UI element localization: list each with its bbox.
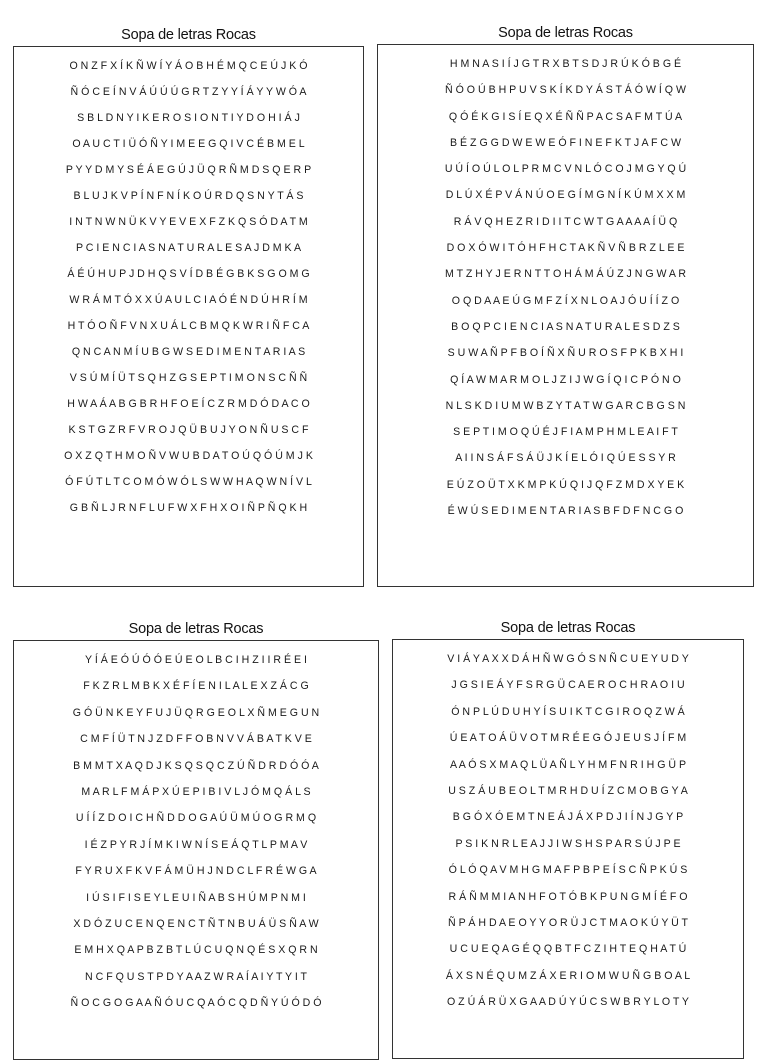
puzzle-title: Sopa de letras Rocas [128,621,264,637]
grid-row: I N T N W N Ü K V Y E V E X F Z K Q S Ó D A T M [69,216,308,228]
letter-grid [13,640,379,1060]
grid-row: U S Z Á U B E O L T M R H D U Í Z C M O B G Y A [448,784,688,797]
grid-row: W R Á M T Ó X X Ú A U L C I A Ó É N D Ú H R Í M [69,294,308,306]
grid-row: Ó N P L Ú D U H Y Í S U I K T C G I R O Q Z W Á [451,705,685,718]
grid-row: G Ó Ü N K E Y F U J Ü Q R G E O L X Ñ M E G U N [72,706,320,719]
puzzle-title: Sopa de letras Rocas [121,27,256,43]
grid-row: C M F Í Ü T N J Z D F F O B N V V Á B A T K V E [80,733,312,746]
grid-row: Ñ P Á H D A E O Y Y O R Ü J C T M A O K Ú Y Ü T [447,916,689,929]
grid-row: B O Q P C I E N C I A S N A T U R A L E S D Z S [451,320,680,333]
grid-row: E M H X Q A P B Z B T L Ú C U Q N Q É S X Q R N [74,944,318,957]
grid-row: H M N A S I Í J G T R X B T S D J R Ú K Ó B G É [449,58,682,70]
grid-row: I É Z P Y R J Í M K I W N Í S E Á Q T L P M A V [84,838,308,851]
grid-row: H T Ó O Ñ F V N X U Á L C B M Q K W R I Ñ F C A [67,320,310,332]
grid-row: O A U C T I Ü Ó Ñ Y I M E E G Q I V C É B M E L [72,138,305,150]
grid-row: F K Z R L M B K X É F Í E N I L A L E X Z Á C G [83,680,309,693]
word-search-puzzle-1 [13,24,364,587]
grid-row: Á É Ú H U P J D H Q S V Í D B É G B K S G O M G [67,268,310,280]
grid-row: V I Á Y A X X D Á H Ñ W G Ó S N Ñ C U E Y U D Y [447,653,689,665]
letter-grid [377,44,754,587]
word-search-puzzle-4 [392,617,744,1059]
grid-row: D L Ú X É P V Á N Ú O E G Í M G N Í K Ú M X X M [445,189,686,202]
grid-row: E Ú Z O Ü T X K M P K Ú Q I J Q F Z M D X Y E K [446,478,685,491]
grid-row: O X Z Q T H M O Ñ V W U B D A T O Ú Q Ó Ú M J K [64,450,313,462]
grid-row: M A R L F M Á P X Ú E P I B I V L J Ó M Q Á L S [81,785,311,798]
grid-row: O Q D A A E Ú G M F Z Í X N L O A J Ó U Í Í Z O [451,294,680,307]
grid-row: B É Z G G D W E W E Ó F I N E F K T J A F C W [450,136,681,149]
grid-row: A A Ó S X M A Q L Ü A Ñ L Y H M F N R I H G Ü P [449,758,687,771]
grid-row: B M M T X A Q D J K S Q S Q C Z Ú Ñ D R D Ó Ó A [73,759,319,772]
grid-row: Ó F Ú T L T C O M Ó W Ó L S W W H A Q W N Í V L [65,476,312,488]
grid-row: V S Ú M Í Ü T S Q H Z G S E P T I M O N S C Ñ Ñ [69,372,308,384]
grid-row: Ñ Ó C E Í N V Á Ú Ú Ú G R T Z Y Y Í Á Y Y W Ó A [70,86,307,98]
grid-row: P S I K N R L E A J J I W S H S P A R S Ú J P E [455,837,681,850]
puzzle-title: Sopa de letras Rocas [498,25,633,41]
grid-row: A I I N S Á F S Á Ü J K Í E L Ó I Q Ú E S S Y R [455,452,676,465]
grid-row: H W A Á A B G B R H F O E Í C Z R M D Ó D A C O [67,398,310,410]
grid-row: G B Ñ L J R N F L U F W X F H X O I Ñ P Ñ Q K H [69,502,308,514]
letter-grid [13,46,364,587]
grid-row: P Y Y D M Y S É Á E G Ú J Ü Q R Ñ M D S Q E R P [65,164,312,176]
grid-row: S E P T I M O Q Ú É J F I A M P H M L E A I F T [453,426,678,439]
grid-row: Q Ó É K G I S Í E Q X É Ñ Ñ P A C S A F M T Ú A [448,110,683,123]
grid-row: S B L D N Y I K E R O S I O N T I Y D O H I Á J [77,112,300,124]
grid-row: Ñ O C G O G A A Ñ Ó U C Q A Ó C Q D Ñ Y Ú Ó D Ó [70,997,322,1010]
grid-row: Ó L Ó Q A V M H G M A F P B P E Í S C Ñ P K Ú S [448,864,688,877]
grid-row: Q N C A N M Í U B G W S E D I M E N T A R I A S [71,346,306,358]
grid-row: U Í Í Z D O I C H Ñ D D O G A Ú Ü M Ú O G R M Q [75,812,317,825]
grid-row: U Ú Í O Ú L O L P R M C V N L Ó C O J M G Y Q Ú [444,163,687,176]
grid-row: N L S K D I U M W B Z Y T A T W G A R C B G S N [445,399,686,412]
grid-row: S U W A Ñ P F B O Í Ñ X Ñ U R O S F P K B X H I [447,347,684,360]
grid-row: D O X Ó W I T Ó H F H C T A K Ñ V Ñ B R Z L E E [446,242,685,255]
word-search-puzzle-2 [377,22,754,587]
grid-row: Á X S N É Q U M Z Á X E R I O M W U Ñ G B O A L [445,969,691,982]
grid-row: Ñ Ó O Ú B H P U V S K Í K D Y Á S T Á Ó W Í Q W [445,84,686,97]
word-search-puzzle-3 [13,618,379,1060]
grid-row: B L U J K V P Í N F N Í K O Ú R D Q S N Y T Á S [73,190,304,202]
grid-row: Ú E A T O Á Ü V O T M R É E G Ó J E U S J Í F M [449,732,687,745]
grid-row: Q Í A W M A R M O L J Z I J W G Í Q I C P Ó N O [450,373,681,386]
grid-row: J G S I E Á Y F S R G Ü C A E R O C H R A O I U [451,679,685,692]
grid-row: M T Z H Y J E R N T T O H Á M Á Ú Z J N G W A R [445,268,686,281]
grid-row: É W Ú S E D I M E N T A R I A S B F D F N C G O [447,505,684,518]
grid-row: O Z Ú Á R Ü X G A A D Ú Y Ú C S W B R Y L O T Y [447,996,689,1009]
grid-row: Y Í Á E Ó Ú Ó Ó E Ú E O L B C I H Z I I R É E I [85,654,307,666]
grid-row: R Á Ñ M M I A N H F O T Ó B K P U N G M Í É F O [448,890,688,903]
grid-row: B G Ó X Ó E M T N E Á J Á X P D J I Í N J G Y P [452,811,684,824]
grid-row: O N Z F X Í K Ñ W Í Y Á O B H É M Q C E Ú J K Ó [69,60,308,72]
grid-row: N C F Q U S T P D Y A A Z W R A Í A I Y T Y I T [85,970,307,983]
grid-row: F Y R U X F K V F Á M Ü H J N D C L F R É W G A [75,865,317,878]
grid-row: U C U E Q A G É Q Q B T F C Z I H T E Q H A T Ú [449,943,687,956]
puzzle-title: Sopa de letras Rocas [500,620,636,636]
letter-grid [392,639,744,1059]
grid-row: X D Ó Z U C E N Q E N C T Ñ T N B U Á Ü S Ñ A W [73,917,319,930]
grid-row: P C I E N C I A S N A T U R A L E S A J D M K A [75,242,302,254]
grid-row: I Ú S I F I S E Y L E U I Ñ A B S H Ú M P N M I [86,891,306,904]
grid-row: R Á V Q H E Z R I D I I T C W T G A A A A Í Ü Q [453,215,678,228]
grid-row: K S T G Z R F V R O J Q Ü B U J Y O N Ñ U S C F [68,424,309,436]
